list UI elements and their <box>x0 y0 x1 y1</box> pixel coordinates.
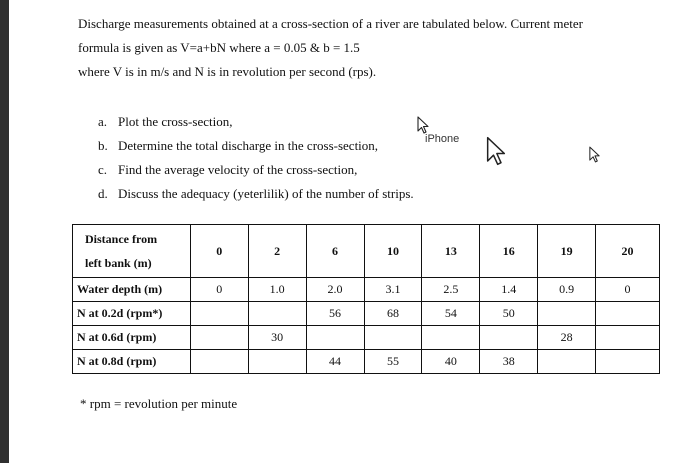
table-row <box>73 350 660 374</box>
table-cell: 0 <box>190 278 248 302</box>
header-distance: 20 <box>596 225 660 278</box>
row-label: N at 0.6d (rpm) <box>73 326 191 350</box>
table-cell <box>596 326 660 350</box>
header-distance: 19 <box>538 225 596 278</box>
header-distance: 2 <box>248 225 306 278</box>
table-cell: 38 <box>480 350 538 374</box>
cursor-arrow-icon <box>484 136 508 166</box>
intro-line-1: Discharge measurements obtained at a cross-section of a river are tabulated below. Current meter <box>78 16 583 31</box>
table-row <box>73 302 660 326</box>
row-label: N at 0.8d (rpm) <box>73 350 191 374</box>
intro-line-3: where V is in m/s and N is in revolution per second (rps). <box>78 64 377 79</box>
table-cell <box>364 326 422 350</box>
table-cell: 30 <box>248 326 306 350</box>
table-cell <box>248 350 306 374</box>
table-cell <box>190 326 248 350</box>
header-distance: 10 <box>364 225 422 278</box>
table-cell: 44 <box>306 350 364 374</box>
header-distance: 6 <box>306 225 364 278</box>
table-cell <box>480 326 538 350</box>
table-header-row <box>73 225 660 278</box>
table-cell <box>596 302 660 326</box>
iphone-watermark: iPhone <box>425 133 460 145</box>
row-label: Water depth (m) <box>73 278 191 302</box>
table-cell: 0 <box>596 278 660 302</box>
table-cell: 55 <box>364 350 422 374</box>
header-distance-label: Distance from left bank (m) <box>73 225 191 278</box>
table-cell: 54 <box>422 302 480 326</box>
table-row <box>73 278 660 302</box>
table-cell <box>422 326 480 350</box>
task-item: d. Discuss the adequacy (yeterlilik) of the number of strips. <box>98 186 414 201</box>
table-cell: 1.0 <box>248 278 306 302</box>
cursor-arrow-icon <box>588 146 601 163</box>
row-label: N at 0.2d (rpm*) <box>73 302 191 326</box>
task-list <box>98 110 414 206</box>
table-cell: 28 <box>538 326 596 350</box>
table-cell <box>190 350 248 374</box>
intro-line-2: formula is given as V=a+bN where a = 0.05 & b = 1.5 <box>78 40 360 55</box>
header-distance: 13 <box>422 225 480 278</box>
table-cell <box>538 302 596 326</box>
task-item: a. Plot the cross-section, <box>98 114 233 129</box>
table-cell: 68 <box>364 302 422 326</box>
problem-intro <box>78 12 678 84</box>
table-cell: 2.0 <box>306 278 364 302</box>
table-cell <box>190 302 248 326</box>
left-edge-bar <box>0 0 9 463</box>
discharge-table <box>72 224 660 374</box>
table-cell: 2.5 <box>422 278 480 302</box>
header-distance: 0 <box>190 225 248 278</box>
table-cell: 56 <box>306 302 364 326</box>
table-cell: 3.1 <box>364 278 422 302</box>
table-cell: 40 <box>422 350 480 374</box>
footnote: * rpm = revolution per minute <box>80 396 238 411</box>
table-cell <box>306 326 364 350</box>
table-row <box>73 326 660 350</box>
task-item: b. Determine the total discharge in the cross-section, <box>98 138 379 153</box>
table-cell: 50 <box>480 302 538 326</box>
table-cell: 1.4 <box>480 278 538 302</box>
table-cell <box>248 302 306 326</box>
table-cell <box>596 350 660 374</box>
table-cell <box>538 350 596 374</box>
header-distance: 16 <box>480 225 538 278</box>
task-item: c. Find the average velocity of the cross-section, <box>98 162 358 177</box>
table-cell: 0.9 <box>538 278 596 302</box>
cursor-arrow-icon <box>416 116 430 134</box>
